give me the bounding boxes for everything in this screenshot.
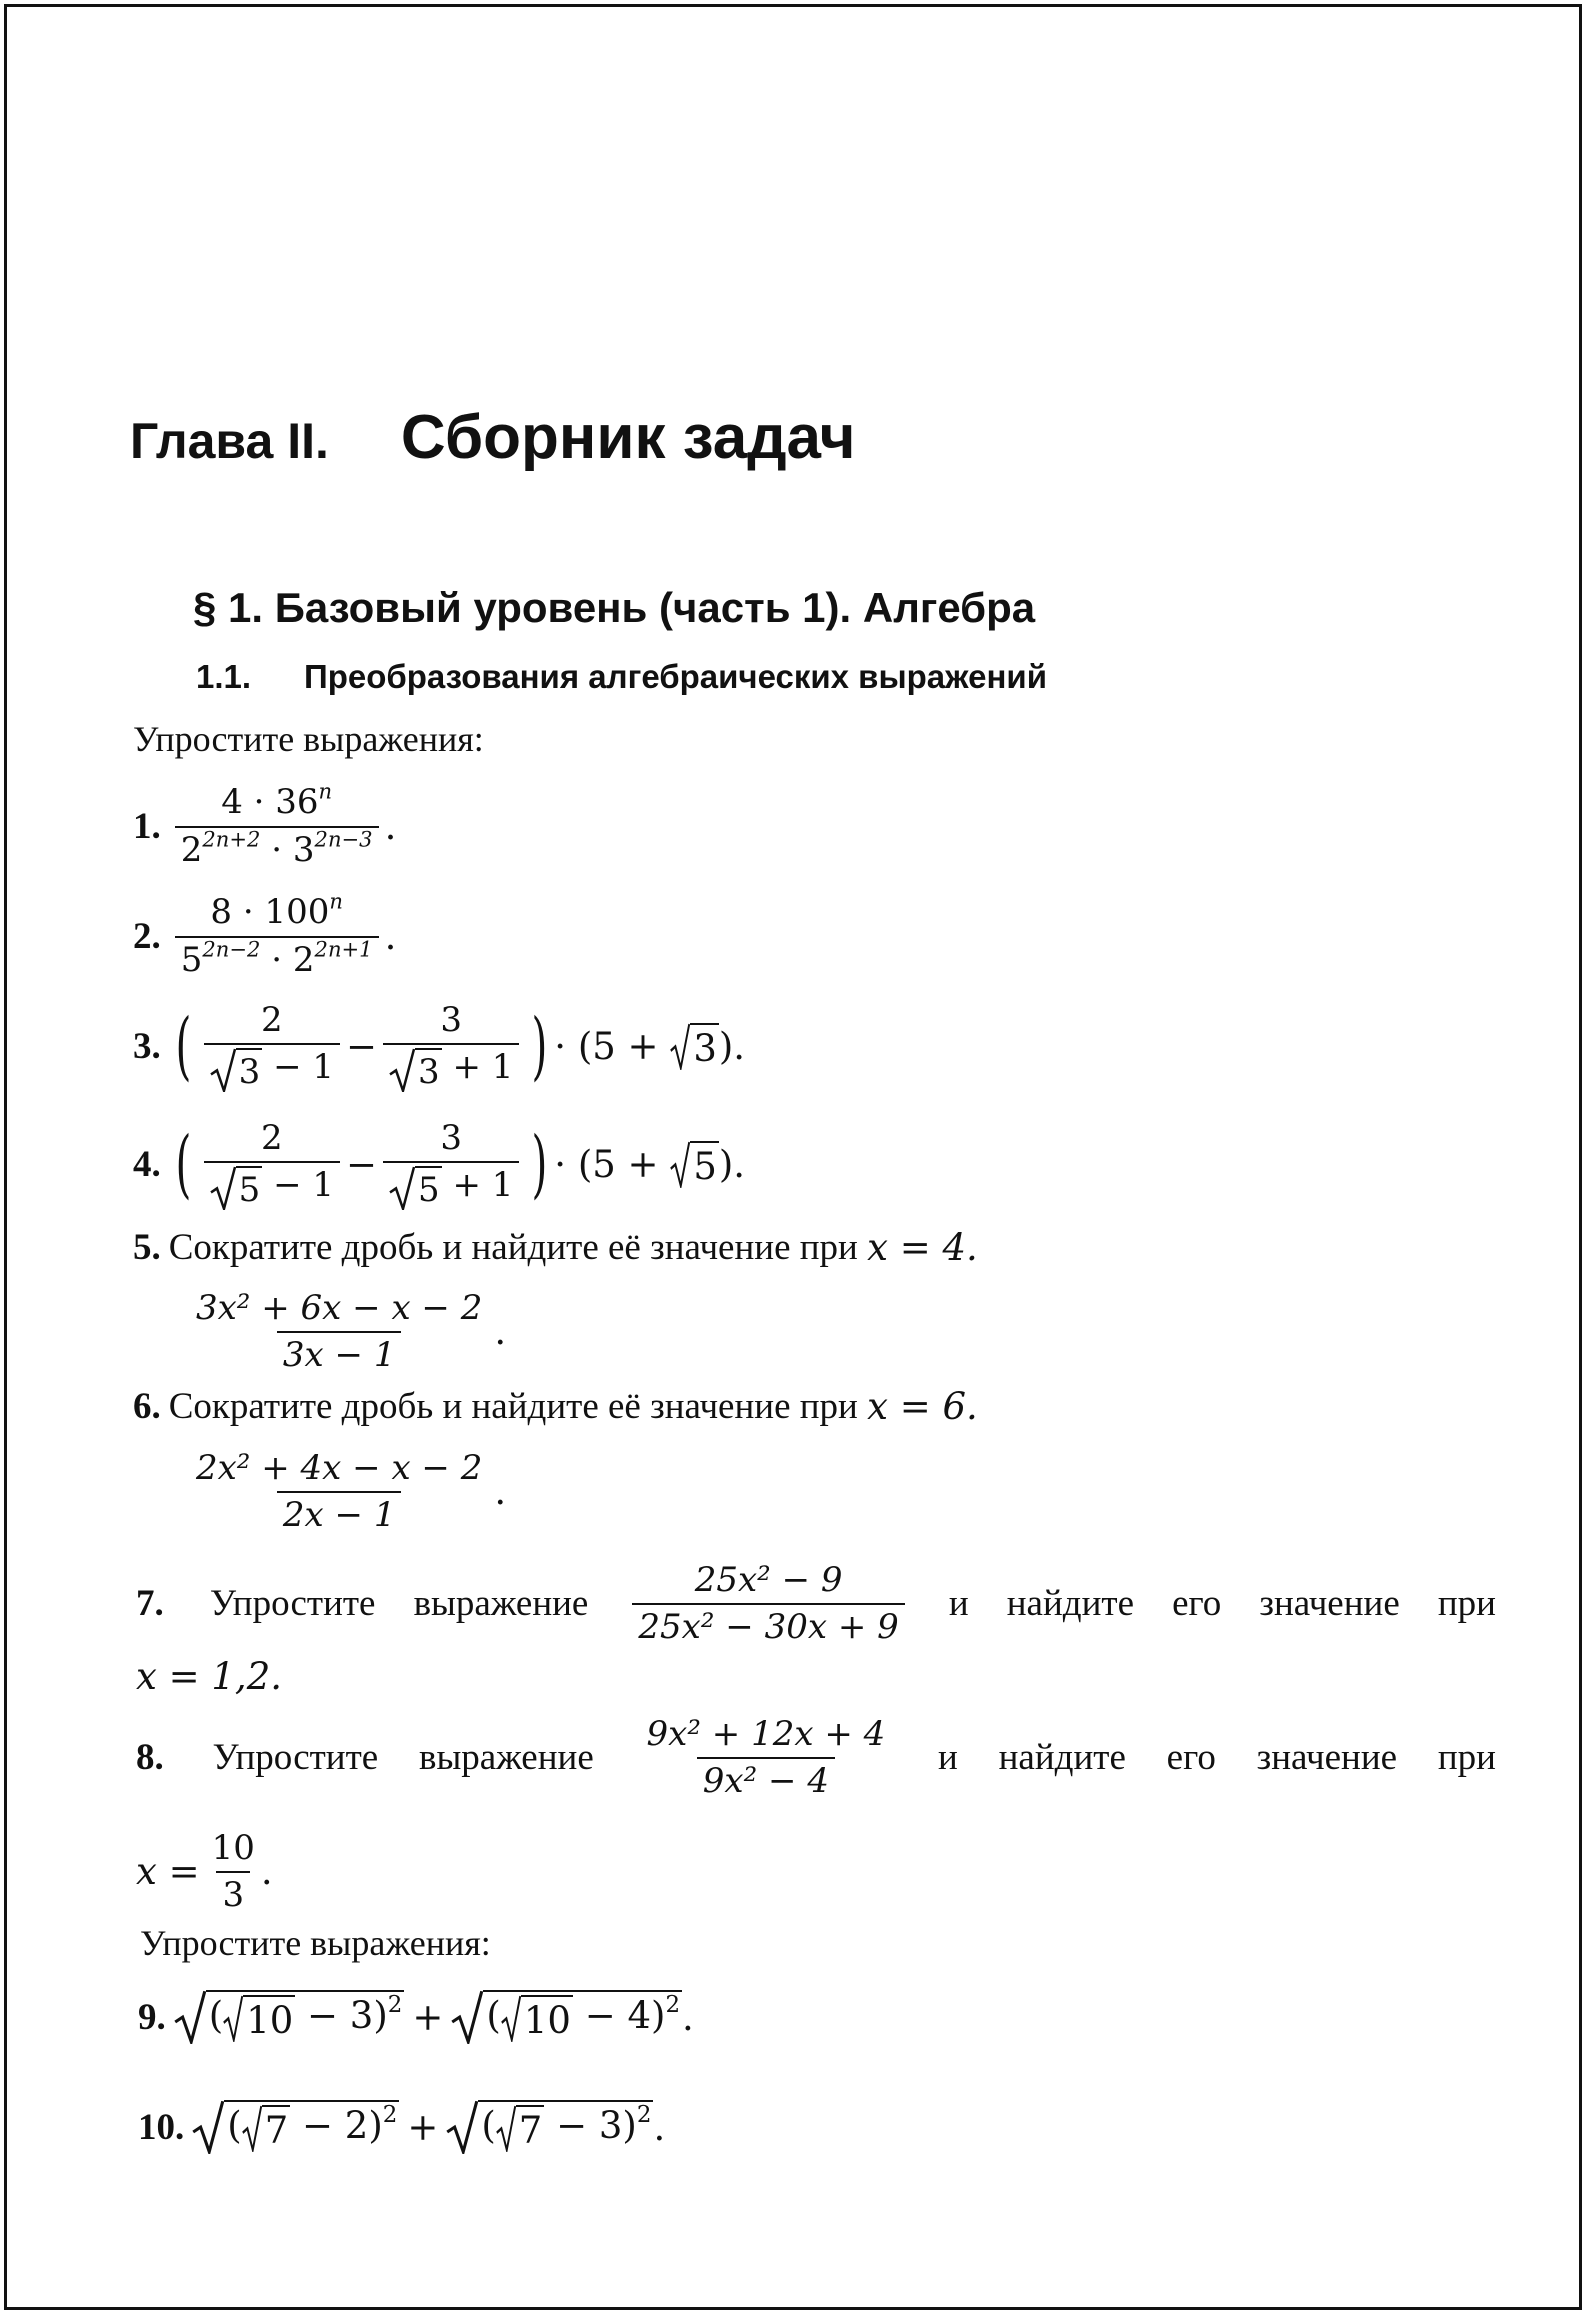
sqrt: 5: [670, 1141, 719, 1188]
fraction: $\frac{10}{3}$: [211, 1828, 255, 1915]
problem-number: 4.: [133, 1143, 161, 1185]
sqrt: 7: [242, 2105, 291, 2152]
chapter-title: Сборник задач: [400, 403, 856, 472]
radical-sign: [210, 1048, 236, 1093]
problem-6: [133, 1385, 978, 1428]
problem-number: 10.: [138, 2106, 185, 2148]
sqrt: 5: [210, 1166, 263, 1211]
problem-number: 9.: [138, 1996, 166, 2038]
radical-sign: [446, 2100, 478, 2154]
problem-number: 5.: [133, 1227, 161, 1268]
radical-sign: [670, 1141, 690, 1188]
problem-6-fraction: $\frac{\text{2x² + 4x − x − 2}}{2x - 1}$ .: [190, 1448, 506, 1536]
chapter-label: Глава II.: [130, 413, 329, 469]
condition: x =: [136, 1850, 200, 1894]
condition: x = 4.: [867, 1226, 978, 1269]
fraction: $\frac{\text{25x² − 9}}{\text{25x² − 30x + 9}}$: [632, 1560, 904, 1648]
subsection-number: 1.1.: [196, 658, 252, 695]
fraction: 3 5 + 1: [383, 1118, 519, 1210]
intro-text-2: Упростите выражения:: [140, 1923, 491, 1963]
fraction: $\frac{4 \cdot 36^n}{2^{2n+2} \cdot 3^{2n-3}}$: [175, 782, 379, 872]
radical-sign: [389, 1166, 415, 1211]
fraction: 2 3 − 1: [204, 1000, 340, 1092]
problem-3: 3. ( 2 3 − 1 − 3 3 + 1 ) · (5 + 3 ).: [133, 1000, 746, 1092]
fraction: 3 3 + 1: [383, 1000, 519, 1092]
intro-text: Упростите выражения:: [133, 719, 484, 759]
problem-8-condition: x = $\frac{10}{3}$ .: [136, 1828, 273, 1915]
sqrt: ( 7 − 2)$^2$: [192, 2100, 399, 2154]
fraction: $\frac{8 \cdot 100^n}{5^{2n-2} \cdot 2^{2n+1}}$: [175, 892, 379, 982]
section-title: § 1. Базовый уровень (часть 1). Алгебра: [193, 584, 1036, 631]
radical-sign: [389, 1048, 415, 1093]
problem-8: 8. Упростите выражение $\frac{\text{9x² + 12x + 4}}{\text{9x² − 4}}$ и найдите его значение при: [136, 1714, 1496, 1801]
problem-4: 4. ( 2 5 − 1 − 3 5 + 1 ) · (5 + 5 ).: [133, 1118, 746, 1210]
problem-5-fraction: $\frac{\text{3x² + 6x − x − 2}}{3x - 1}$ .: [190, 1288, 506, 1376]
problem-number: 1.: [133, 806, 161, 848]
radical-sign: [174, 1990, 206, 2044]
sqrt: 10: [223, 1995, 295, 2042]
sqrt: 5: [389, 1166, 442, 1211]
chapter-heading: [130, 402, 855, 473]
problem-number: 8.: [136, 1737, 164, 1779]
subsection-title: Преобразования алгебраических выражений: [304, 658, 1047, 695]
sqrt: 10: [501, 1995, 573, 2042]
problem-number: 6.: [133, 1386, 161, 1427]
fraction: 2 5 − 1: [204, 1118, 340, 1210]
radical-sign: [496, 2105, 516, 2152]
sqrt: ( 10 − 3)$^2$: [174, 1990, 405, 2044]
sqrt: ( 10 − 4)$^2$: [451, 1990, 682, 2044]
radical-sign: [670, 1023, 690, 1070]
radical-sign: [223, 1995, 243, 2042]
problem-text: Сократите дробь и найдите её значение при: [168, 1227, 868, 1268]
radical-sign: [451, 1990, 483, 2044]
radical-sign: [501, 1995, 521, 2042]
sqrt: 3: [210, 1048, 263, 1093]
problem-5: [133, 1226, 978, 1269]
problem-9: 9. ( 10 − 3)$^2$ + ( 10 − 4)$^2$ .: [138, 1990, 694, 2044]
problem-7-condition: [136, 1655, 282, 1698]
problem-7: 7. Упростите выражение $\frac{\text{25x² − 9}}{\text{25x² − 30x + 9}}$ и найдите его значение при: [136, 1560, 1496, 1647]
fraction: $\frac{\text{3x² + 6x − x − 2}}{3x - 1}$: [196, 1288, 483, 1375]
radical-sign: [210, 1166, 236, 1211]
sqrt: ( 7 − 3)$^2$: [446, 2100, 653, 2154]
problem-number: 2.: [133, 916, 161, 958]
sqrt: 3: [670, 1023, 719, 1070]
condition: x = 1,2.: [136, 1655, 282, 1698]
subsection-heading: [196, 658, 1047, 696]
sqrt: 7: [496, 2105, 545, 2152]
problem-2: 2. $\frac{8 \cdot 100^n}{5^{2n-2} \cdot 2^{2n+1}}$ .: [133, 888, 397, 980]
radical-sign: [242, 2105, 262, 2152]
sqrt: 3: [389, 1048, 442, 1093]
fraction: $\frac{\text{2x² + 4x − x − 2}}{2x - 1}$: [196, 1448, 483, 1535]
radical-sign: [192, 2100, 224, 2154]
problem-number: 7.: [136, 1583, 164, 1625]
problem-10: 10. ( 7 − 2)$^2$ + ( 7 − 3)$^2$ .: [138, 2100, 665, 2154]
fraction: $\frac{\text{9x² + 12x + 4}}{\text{9x² − 4}}$: [646, 1714, 886, 1801]
problem-number: 3.: [133, 1025, 161, 1067]
condition: x = 6.: [867, 1385, 978, 1428]
problem-text: Сократите дробь и найдите её значение при: [168, 1386, 868, 1427]
problem-1: 1. $\frac{4 \cdot 36^n}{2^{2n+2} \cdot 3^{2n-3}}$ .: [133, 778, 397, 870]
